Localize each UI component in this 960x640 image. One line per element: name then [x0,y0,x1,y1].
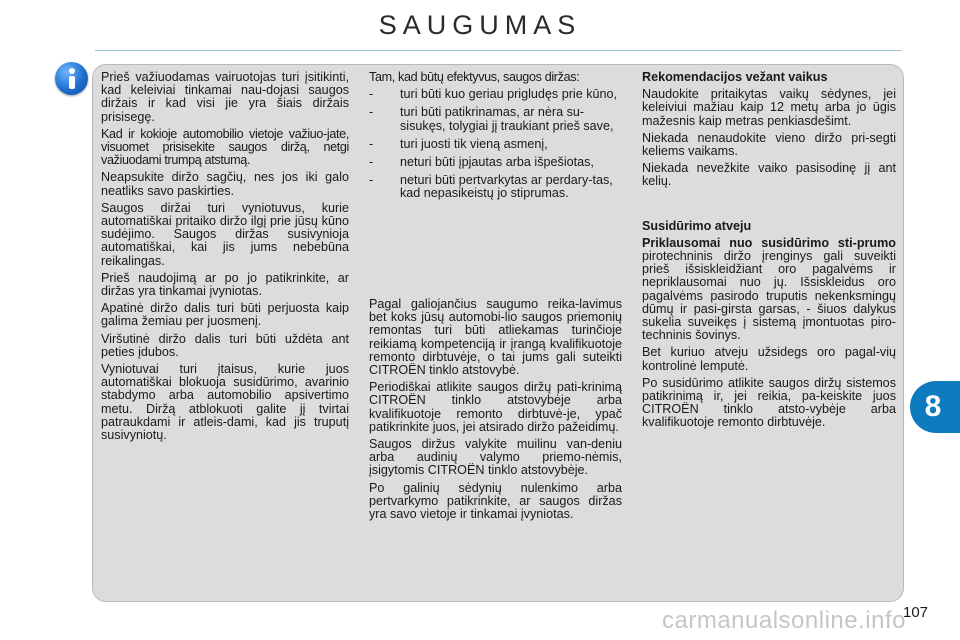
paragraph: Apatinė diržo dalis turi būti perjuosta kaip galima žemiau per juosmenį. [101,301,349,329]
section-title: Susidūrimo atveju [642,218,752,233]
column-middle [369,71,622,206]
header-divider [95,50,902,51]
column-right [642,71,896,434]
paragraph: Niekada nenaudokite vieno diržo pri-segti keliems vaikams. [642,130,896,159]
section-title: Rekomendacijos vežant vaikus [642,70,828,84]
requirements-list [369,88,622,200]
paragraph: Kad ir kokioje automobilio vietoje važiuo-jate, visuomet prisisekite saugos diržą, netgi važiuodami trumpą atstumą. [101,126,349,168]
list-item: - neturi būti įpjautas arba išpešiotas, [369,155,594,170]
watermark: carmanualsonline.info [662,607,906,634]
list-item: - neturi būti pertvarkytas ar perdary-tas, kad nepasikeistų jo stiprumas. [369,173,613,201]
chapter-number: 8 [924,390,942,423]
paragraph: Viršutinė diržo dalis turi būti uždėta ant peties įdubos. [101,331,349,359]
list-item: - turi juosti tik vieną asmenį, [369,136,548,151]
column-left [101,71,349,446]
paragraph: Periodiškai atlikite saugos diržų pati-krinimą CITROËN tinklo atstovybėje arba kvalifikuotoje remonto dirbtuvė-je, ypač patikrinkite juos, jei atsirado diržo pažeidimų. [369,380,622,434]
list-intro: Tam, kad būtų efektyvus, saugos diržas: [369,70,580,84]
info-icon [55,62,88,95]
paragraph: Vyniotuvai turi įtaisus, kurie juos automatiškai blokuoja susidūrimo, avarinio stabdymo arba automobilio apsivertimo metu. Diržą atblokuoti galite jį tvirtai patraukdami ir atleis-dami, kad jis truputį susivyniotų. [101,362,349,443]
page-number: 107 [903,604,929,621]
list-item: - turi būti patikrinamas, ar nėra su-sisukęs, tolygiai jį traukiant prieš save, [369,105,614,133]
paragraph: Po susidūrimo atlikite saugos diržų sistemos patikrinimą ir, jei reikia, pa-keiskite juos CITROËN tinklo atsto-vybėje arba kvalifikuotoje remonto dirbtuvėje. [642,375,896,430]
paragraph: Po galinių sėdynių nulenkimo arba pertvarkymo patikrinkite, ar saugos diržas yra savo vietoje ir tinkamai įvyniotas. [369,480,622,522]
paragraph: Prieš naudojimą ar po jo patikrinkite, ar diržas yra tinkamai įvyniotas. [101,270,349,299]
paragraph: Neapsukite diržo sagčių, nes jos iki galo neatliks savo paskirties. [101,170,349,198]
page-title: SAUGUMAS [378,10,582,40]
paragraph: Priklausomai nuo susidūrimo sti-prumo pirotechninis diržo įrenginys gali suveikti prieš išsiskleidžiant oro pagalvėms ir nepriklausomai nuo jų. Išsiskleidus oro pagalvėms pasirodo truputis nekenksmingų dūmų ir pasi-girsta garsas, - šiuos dalykus sukelia suveikęs į sistemą įmontuotas piro-techninis šovinys. [642,235,896,343]
paragraph: Saugos diržus valykite muilinu van-deniu arba audinių valymo priemo-nėmis, įsigytomis CITROËN tinklo atstovybėje. [369,437,622,478]
paragraph: Saugos diržai turi vyniotuvus, kurie automatiškai pritaiko diržo ilgį prie jūsų kūno sudėjimo. Saugos diržas susivynioja automatiškai, kai jis jums nebebūna reikalingas. [101,200,349,268]
list-item: - turi būti kuo geriau prigludęs prie kūno, [369,87,618,102]
paragraph: Pagal galiojančius saugumo reika-lavimus bet koks jūsų automobi-lio saugos priemonių remontas turi būti atliekamas turinčioje reikiamą kompetenciją ir įrangą kvalifikuotoje remonto dirbtuvėje, o tai jums gali suteikti CITROËN tinklo atstovybė. [369,297,622,378]
paragraph: Bet kuriuo atveju užsidegs oro pagal-vių kontrolinė lemputė. [642,345,896,373]
paragraph: Prieš važiuodamas vairuotojas turi įsitikinti, kad keleiviai tinkamai nau-dojasi saugos diržais ir kad visi jie yra šiais diržais prisisegę. [101,70,349,124]
column-middle-lower [369,298,622,525]
paragraph: Naudokite pritaikytas vaikų sėdynes, jei keleiviui mažiau kaip 12 metų arba jo ūgis mažesnis kaip metras penkiasdešimt. [642,87,896,128]
paragraph: Niekada nevežkite vaiko pasisodinę jį ant kelių. [642,161,896,189]
